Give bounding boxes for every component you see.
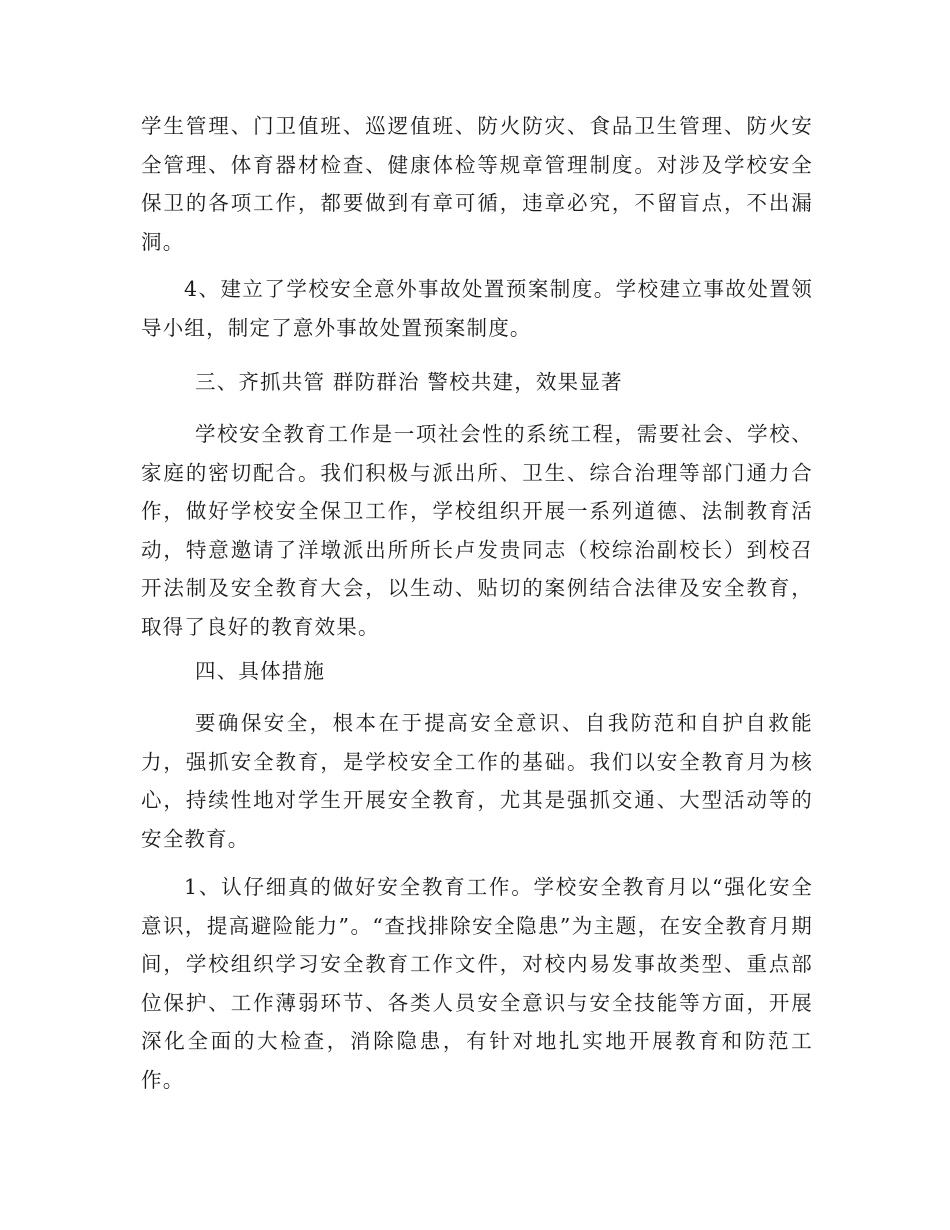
paragraph-measures: 要确保安全，根本在于提高安全意识、自我防范和自护自救能力，强抓安全教育，是学校安全工作的基础。我们以安全教育月为核心，持续性地对学生开展安全教育，尤其是强抓交通、大型活动等的安全教育。 <box>141 711 813 851</box>
paragraph-education-month: 1、认仔细真的做好安全教育工作。学校安全教育月以“强化安全意识，提高避险能力”。“查找排除安全隐患”为主题，在安全教育月期间，学校组织学习安全教育工作文件，对校内易发事故类型、重点部位保护、工作薄弱环节、各类人员安全意识与安全技能等方面，开展深化全面的大检查，消除隐患，有针对地扎实地开展教育和防范工作。 <box>141 875 813 1092</box>
paragraph-safety-regulations: 学生管理、门卫值班、巡逻值班、防火防灾、食品卫生管理、防火安全管理、体育器材检查、健康体检等规章管理制度。对涉及学校安全保卫的各项工作，都要做到有章可循，违章必究，不留盲点，不出漏洞。 <box>141 114 813 254</box>
paragraph-accident-plan: 4、建立了学校安全意外事故处置预案制度。学校建立事故处置领导小组，制定了意外事故处置预案制度。 <box>141 277 813 340</box>
paragraph-cooperation: 学校安全教育工作是一项社会性的系统工程，需要社会、学校、家庭的密切配合。我们积极与派出所、卫生、综合治理等部门通力合作，做好学校安全保卫工作，学校组织开展一系列道德、法制教育活动，特意邀请了洋墩派出所所长卢发贵同志（校综治副校长）到校召开法制及安全教育大会，以生动、贴切的案例结合法律及安全教育，取得了良好的教育效果。 <box>141 422 813 639</box>
section-heading-four: 四、具体措施 <box>195 659 326 683</box>
section-heading-three: 三、齐抓共管 群防群治 警校共建，效果显著 <box>195 370 623 394</box>
